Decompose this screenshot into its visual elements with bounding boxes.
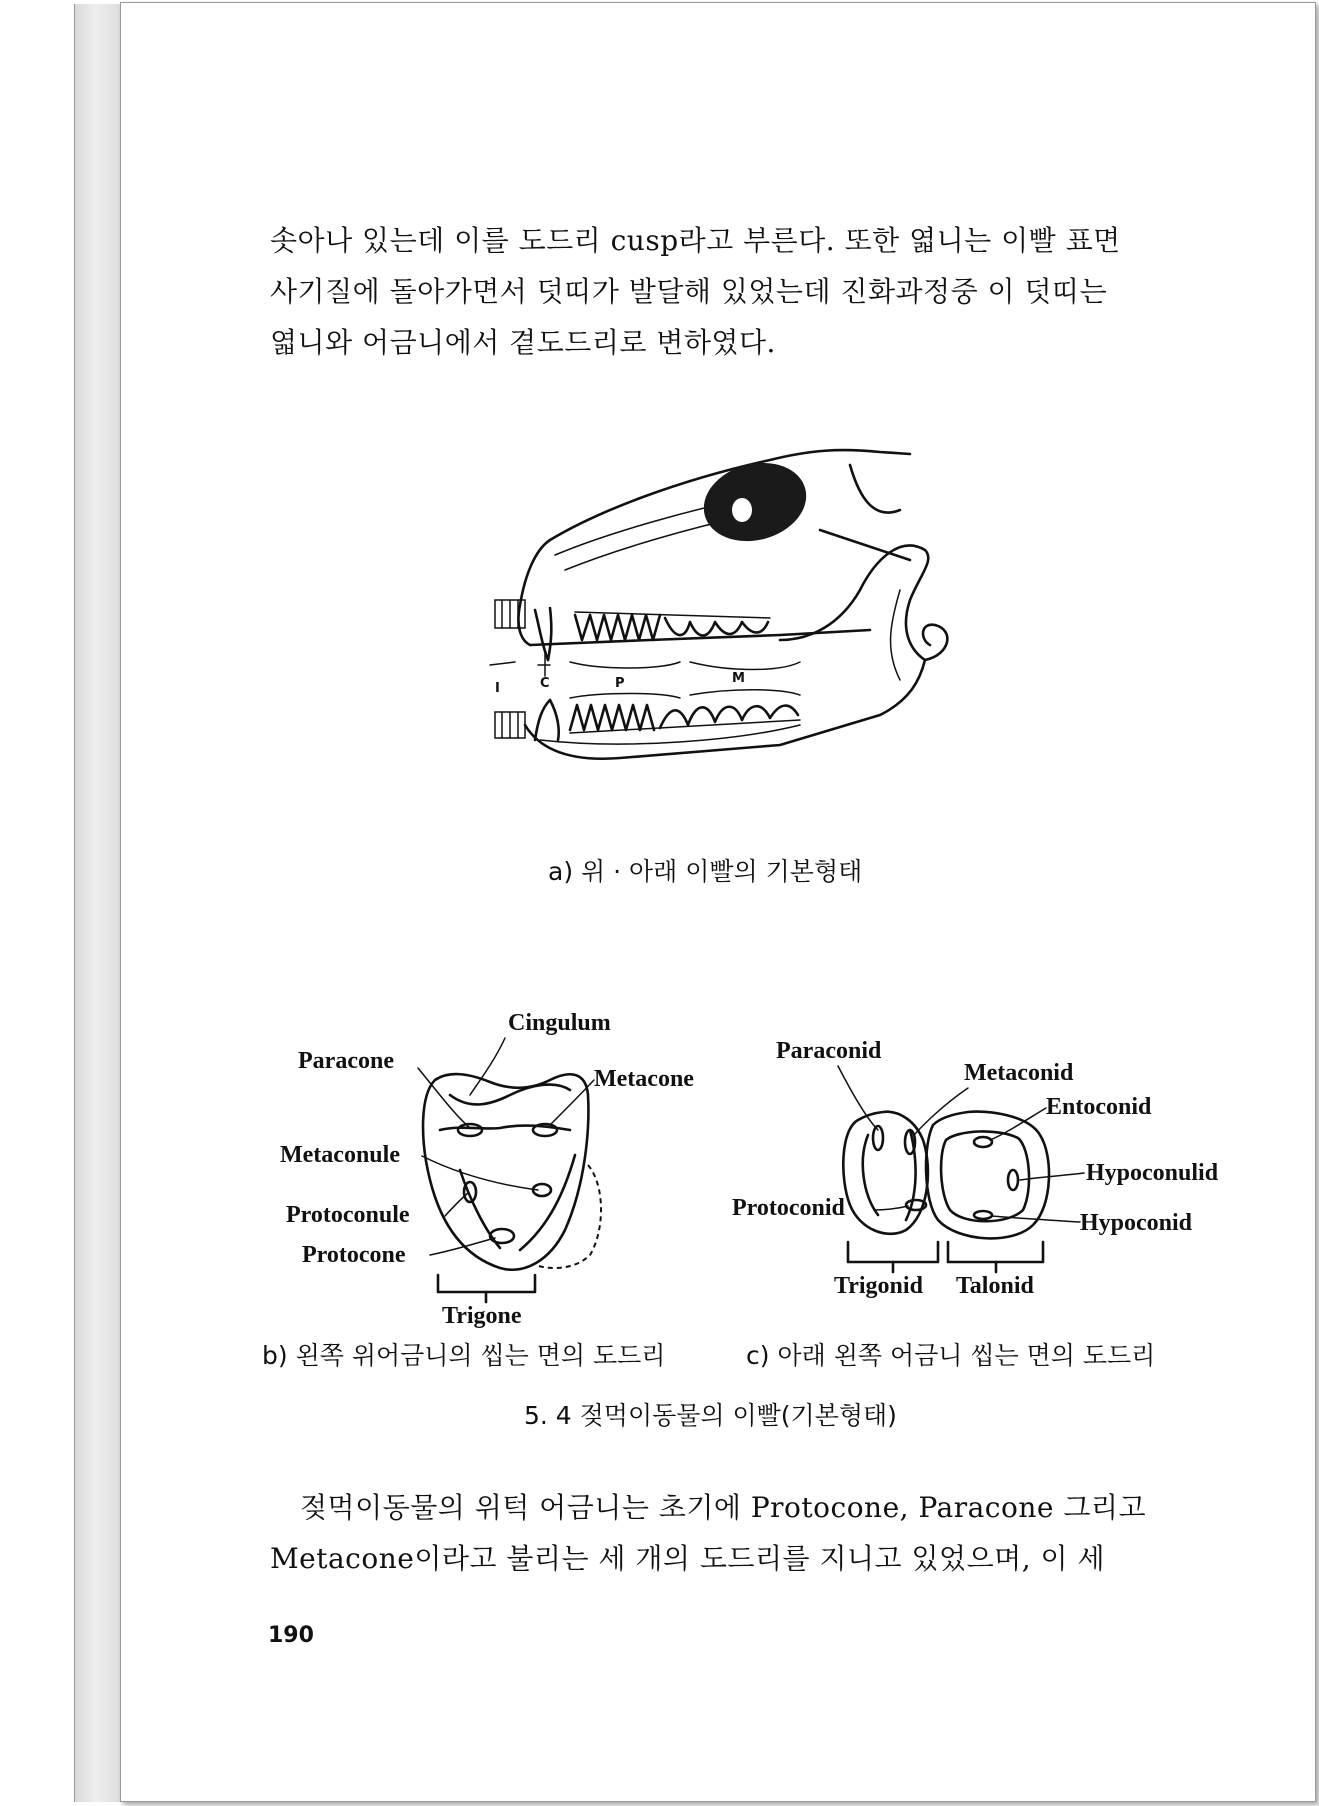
orbit-shape — [695, 452, 815, 552]
label-incisor: I — [495, 681, 500, 696]
paragraph-line: Metacone이라고 불리는 세 개의 도드리를 지니고 있었으며, 이 세 — [270, 1542, 1105, 1575]
label-cingulum: Cingulum — [508, 1010, 611, 1036]
label-metacone: Metacone — [594, 1066, 694, 1092]
figure-title: 5. 4 젖먹이동물의 이빨(기본형태) — [524, 1401, 897, 1430]
page-number: 190 — [268, 1623, 314, 1648]
caption-figure-b: b) 왼쪽 위어금니의 씹는 면의 도드리 — [262, 1341, 666, 1370]
label-hypoconulid: Hypoconulid — [1086, 1160, 1219, 1186]
label-trigonid: Trigonid — [834, 1273, 923, 1299]
label-metaconule: Metaconule — [280, 1142, 400, 1168]
label-molar: M — [732, 671, 745, 686]
label-protocone: Protocone — [302, 1242, 406, 1268]
label-protoconule: Protoconule — [286, 1202, 410, 1228]
label-talonid: Talonid — [956, 1273, 1034, 1299]
paragraph-line: 엷니와 어금니에서 곁도드리로 변하였다. — [270, 326, 776, 359]
paragraph-bottom — [270, 1482, 1180, 1584]
label-canine: C — [540, 676, 550, 691]
upper-molar-diagram — [270, 1000, 730, 1330]
label-metaconid: Metaconid — [964, 1060, 1074, 1086]
lower-molar-diagram — [728, 1030, 1248, 1320]
paragraph-line: 젖먹이동물의 위턱 어금니는 초기에 Protocone, Paracone 그리고 — [300, 1491, 1146, 1524]
label-trigone: Trigone — [442, 1303, 522, 1329]
paragraph-line: 사기질에 돌아가면서 덧띠가 발달해 있었는데 진화과정중 이 덧띠는 — [270, 275, 1108, 308]
book-spine — [74, 4, 122, 1802]
label-paracone: Paracone — [298, 1048, 394, 1074]
label-hypoconid: Hypoconid — [1080, 1210, 1193, 1236]
skull-illustration — [480, 440, 970, 830]
paragraph-line: 솟아나 있는데 이를 도드리 cusp라고 부른다. 또한 엷니는 이빨 표면 — [270, 224, 1121, 257]
label-protoconid: Protoconid — [732, 1195, 845, 1221]
label-premolar: P — [615, 676, 625, 691]
caption-figure-a: a) 위 · 아래 이빨의 기본형태 — [548, 857, 863, 886]
paragraph-top — [270, 215, 1180, 368]
label-paraconid: Paraconid — [776, 1038, 882, 1064]
label-entoconid: Entoconid — [1046, 1094, 1152, 1120]
caption-figure-c: c) 아래 왼쪽 어금니 씹는 면의 도드리 — [746, 1341, 1156, 1370]
